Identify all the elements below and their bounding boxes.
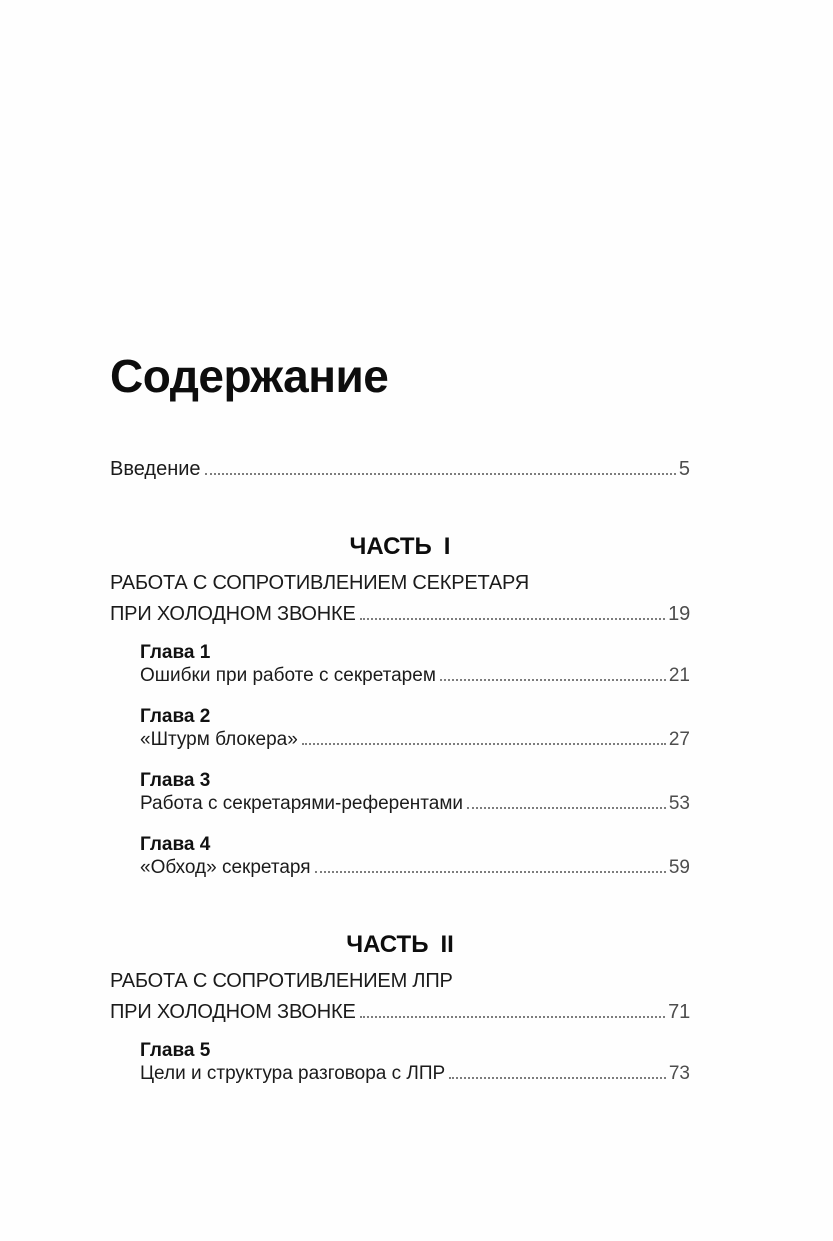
page-number: 59 [668,857,690,878]
part-title-line-1: РАБОТА С СОПРОТИВЛЕНИЕМ ЛПР [110,970,453,992]
dot-leader [467,807,666,809]
part-2-title [110,966,690,1028]
chapter-label: Глава 5 [140,1040,211,1061]
chapter-label: Глава 1 [140,642,211,663]
dot-leader [440,679,666,681]
chapter-label: Глава 3 [140,770,211,791]
dot-leader [360,1016,666,1018]
chapter-title-row [140,664,690,687]
chapter-entry [140,705,690,751]
page-number: 73 [668,1063,690,1084]
part-2-heading: ЧАСТЬ II [346,931,454,958]
part-title-line-2: ПРИ ХОЛОДНОМ ЗВОНКЕ [110,603,356,625]
toc-entry-introduction [110,457,690,481]
chapter-title: Цели и структура разговора с ЛПР [140,1063,446,1084]
toc-content [110,0,690,1103]
page-title: Содержание [110,350,389,402]
part-title-row [110,997,690,1028]
part-title-row [110,599,690,630]
page-number: 21 [668,665,690,686]
chapter-entry [140,833,690,879]
chapter-title-row [140,856,690,879]
chapter-entry [140,1039,690,1085]
chapter-title: «Обход» секретаря [140,857,311,878]
chapter-title-row [140,728,690,751]
dot-leader [315,871,666,873]
dot-leader [360,618,666,620]
chapter-entry [140,769,690,815]
chapter-title-row [140,792,690,815]
part-1-title [110,568,690,630]
page-number: 5 [678,458,690,480]
dot-leader [449,1077,666,1079]
chapter-title: Ошибки при работе с секретарем [140,665,436,686]
part-1-chapter-list [110,641,690,879]
page-number: 53 [668,793,690,814]
chapter-label: Глава 2 [140,706,211,727]
chapter-entry [140,641,690,687]
entry-label: Введение [110,458,201,480]
chapter-title: «Штурм блокера» [140,729,298,750]
chapter-title: Работа с секретарями-референтами [140,793,464,814]
page-number: 27 [668,729,690,750]
page-number: 71 [668,1001,690,1023]
dot-leader [302,743,666,745]
part-title-line-1: РАБОТА С СОПРОТИВЛЕНИЕМ СЕКРЕТАРЯ [110,572,529,594]
part-2-chapter-list [110,1039,690,1085]
chapter-title-row [140,1062,690,1085]
part-title-line-2: ПРИ ХОЛОДНОМ ЗВОНКЕ [110,1001,356,1023]
dot-leader [205,473,676,475]
chapter-label: Глава 4 [140,834,211,855]
part-1-heading: ЧАСТЬ I [349,533,451,560]
page-number: 19 [668,603,690,625]
